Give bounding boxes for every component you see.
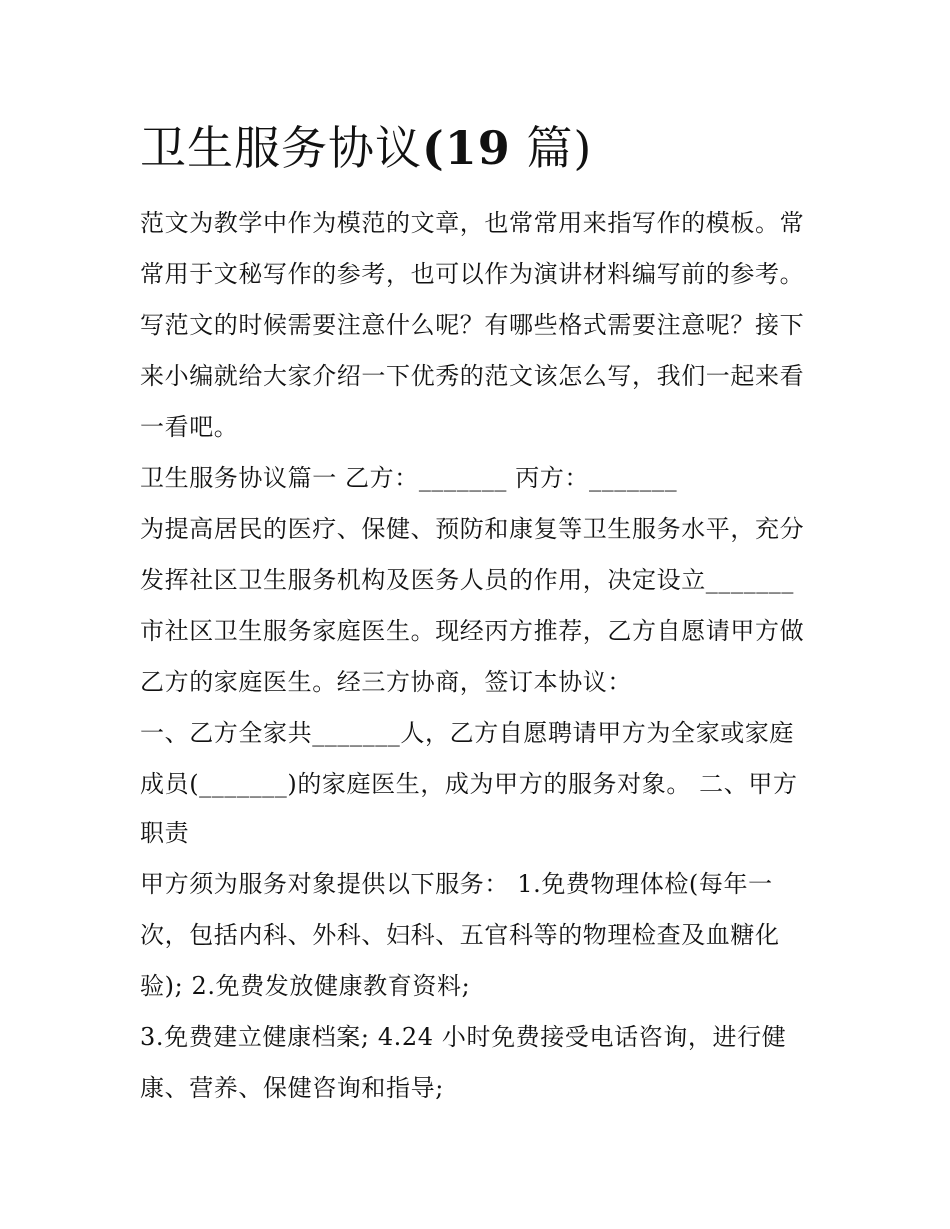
title-main: 卫生服务协议 [140,121,422,175]
body-line-1: 为提高居民的医疗、保健、预防和康复等卫生服务水平，充分 [140,515,805,543]
title-suffix: 篇) [510,121,593,175]
clause-2-line-2: 次，包括内科、外科、妇科、五官科等的物理检查及血糖化 [140,921,780,949]
clause-2-line-1: 甲方须为服务对象提供以下服务： 1.免费物理体检(每年一 [140,870,773,898]
intro-line-1: 范文为教学中作为模范的文章，也常常用来指写作的模板。常 [140,209,805,237]
clause-2-line-5: 康、营养、保健咨询和指导; [140,1074,444,1102]
body-line-2: 发挥社区卫生服务机构及医务人员的作用，决定设立_______ [140,566,794,594]
intro-line-5: 一看吧。 [140,413,239,441]
clause-1-line-1: 一、乙方全家共_______人，乙方自愿聘请甲方为全家或家庭 [140,719,794,747]
clause-2-line-3: 验); 2.免费发放健康教育资料; [140,972,471,1000]
body-line-4: 乙方的家庭医生。经三方协商，签订本协议： [140,668,632,696]
intro-line-3: 写范文的时候需要注意什么呢？有哪些格式需要注意呢？接下 [140,311,805,339]
clause-2-heading: 职责 [140,819,190,847]
clause-2-line-4: 3.免费建立健康档案; 4.24 小时免费接受电话咨询，进行健 [140,1023,787,1051]
intro-line-4: 来小编就给大家介绍一下优秀的范文该怎么写，我们一起来看 [140,362,805,390]
intro-line-2: 常用于文秘写作的参考，也可以作为演讲材料编写前的参考。 [140,260,805,288]
section-heading-line: 卫生服务协议篇一 乙方：_______ 丙方：_______ [140,464,678,492]
title-count: (19 [422,121,511,175]
body-line-3: 市社区卫生服务家庭医生。现经丙方推荐，乙方自愿请甲方做 [140,617,805,645]
document-title [140,118,592,178]
clause-1-line-2: 成员(_______)的家庭医生，成为甲方的服务对象。 二、甲方 [140,770,798,798]
